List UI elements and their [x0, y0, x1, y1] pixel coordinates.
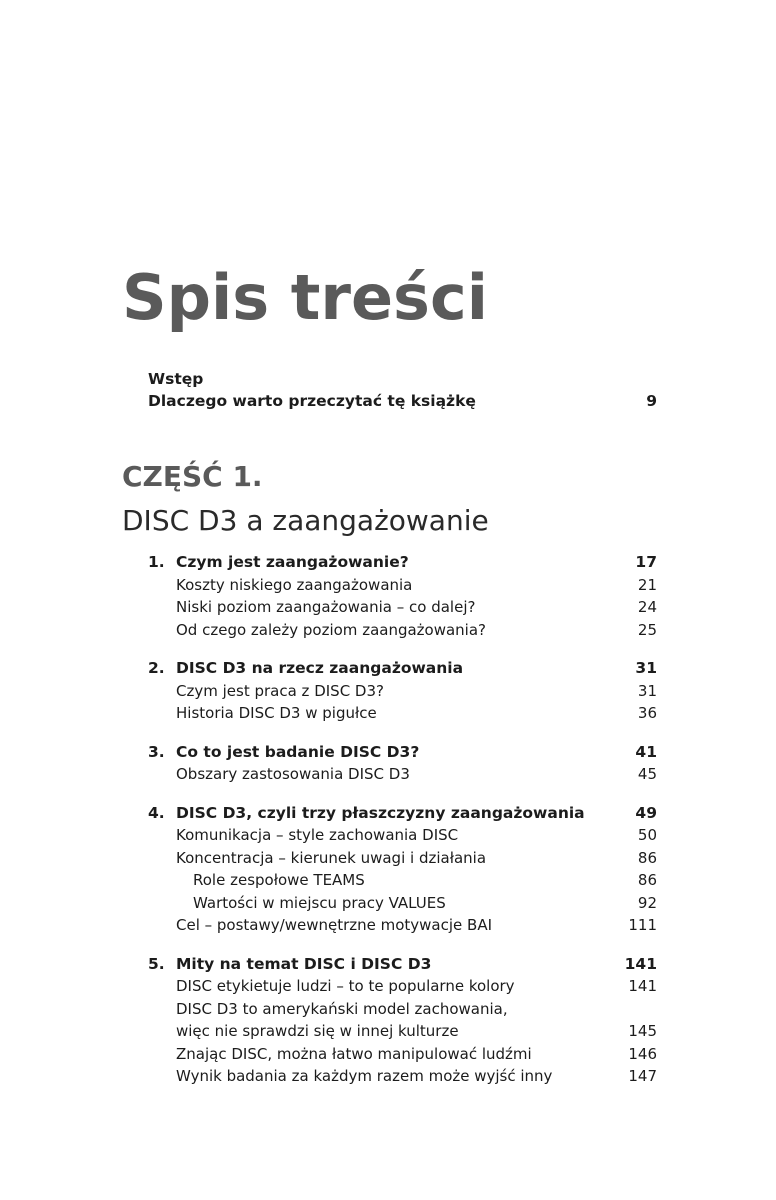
section-entry[interactable]: [148, 680, 657, 703]
chapter-title: Co to jest badanie DISC D3?: [176, 742, 420, 761]
chapter-2: [148, 657, 657, 725]
section-title: Komunikacja – style zachowania DISC: [176, 826, 459, 844]
chapter-1: [148, 551, 657, 641]
section-entry[interactable]: [148, 574, 657, 597]
section-page: 141: [628, 977, 657, 995]
chapter-number: 2.: [148, 659, 165, 677]
subsection-page: 86: [637, 871, 657, 889]
subsection-title: Wartości w miejscu pracy VALUES: [193, 893, 446, 912]
section-entry[interactable]: [148, 847, 657, 870]
subsection-title: Role zespołowe TEAMS: [193, 871, 365, 889]
section-page: 45: [637, 765, 657, 783]
chapter-number: 4.: [148, 803, 165, 822]
chapter-entry[interactable]: [148, 741, 657, 764]
section-title: Cel – postawy/wewnętrzne motywacje BAI: [176, 916, 493, 934]
part-number: CZĘŚĆ 1.: [122, 460, 263, 493]
chapter-5: [148, 953, 657, 1088]
section-entry[interactable]: [148, 824, 657, 847]
chapter-number: 5.: [148, 954, 165, 973]
section-page: 111: [628, 916, 657, 934]
chapter-title: DISC D3 na rzecz zaangażowania: [176, 659, 464, 677]
section-page: 31: [637, 681, 657, 700]
chapter-title: Czym jest zaangażowanie?: [176, 553, 409, 571]
chapter-4: [148, 802, 657, 937]
section-page: 25: [637, 620, 657, 639]
part-title: DISC D3 a zaangażowanie: [122, 504, 489, 537]
intro-title: Dlaczego warto przeczytać tę książkę: [148, 392, 476, 410]
chapter-page: 49: [635, 803, 657, 822]
table-of-contents: [148, 551, 657, 1104]
chapter-entry[interactable]: [148, 657, 657, 680]
chapter-title: DISC D3, czyli trzy płaszczyzny zaangażowania: [176, 803, 585, 822]
section-title: DISC etykietuje ludzi – to te popularne kolory: [176, 977, 515, 995]
section-page: 86: [637, 848, 657, 867]
section-entry[interactable]: [148, 596, 657, 619]
part-heading: [122, 456, 489, 544]
section-page: 145: [628, 1022, 657, 1040]
intro-entry[interactable]: [148, 390, 657, 412]
chapter-number: 1.: [148, 553, 165, 571]
section-page: 36: [637, 704, 657, 722]
chapter-page: 141: [624, 954, 657, 973]
section-entry[interactable]: [148, 914, 657, 937]
section-page: 146: [628, 1044, 657, 1063]
section-entry[interactable]: [148, 1065, 657, 1088]
intro-page: 9: [646, 392, 657, 410]
section-title: Niski poziom zaangażowania – co dalej?: [176, 598, 476, 616]
section-entry[interactable]: [148, 1043, 657, 1066]
section-entry[interactable]: [148, 1020, 657, 1043]
chapter-page: 31: [635, 659, 657, 677]
chapter-title: Mity na temat DISC i DISC D3: [176, 954, 432, 973]
section-entry[interactable]: [148, 619, 657, 642]
chapter-entry[interactable]: [148, 551, 657, 574]
chapter-3: [148, 741, 657, 786]
subsection-entry[interactable]: [148, 869, 657, 892]
section-page: 21: [637, 575, 657, 594]
section-entry[interactable]: [148, 702, 657, 725]
page-title: Spis treści: [122, 261, 488, 334]
section-page: 50: [637, 826, 657, 844]
intro-section: [148, 368, 657, 412]
section-title: DISC D3 to amerykański model zachowania,: [176, 999, 508, 1018]
section-title: więc nie sprawdzi się w innej kulturze: [176, 1022, 459, 1040]
intro-label: Wstęp: [148, 370, 204, 388]
subsection-page: 92: [637, 893, 657, 912]
section-title: Wynik badania za każdym razem może wyjść inny: [176, 1067, 553, 1085]
section-title: Historia DISC D3 w pigułce: [176, 704, 377, 722]
section-title: Koszty niskiego zaangażowania: [176, 575, 413, 594]
subsection-entry[interactable]: [148, 892, 657, 915]
intro-label-row: [148, 368, 657, 390]
section-title: Koncentracja – kierunek uwagi i działania: [176, 848, 487, 867]
section-title: Od czego zależy poziom zaangażowania?: [176, 620, 487, 639]
section-entry[interactable]: [148, 763, 657, 786]
section-page: 24: [637, 598, 657, 616]
section-page: 147: [628, 1067, 657, 1085]
chapter-entry[interactable]: [148, 953, 657, 976]
section-entry[interactable]: [148, 975, 657, 998]
chapter-page: 41: [635, 742, 657, 761]
chapter-number: 3.: [148, 742, 165, 761]
section-title: Obszary zastosowania DISC D3: [176, 765, 410, 783]
chapter-page: 17: [635, 553, 657, 571]
chapter-entry[interactable]: [148, 802, 657, 825]
section-title: Znając DISC, można łatwo manipulować ludźmi: [176, 1044, 532, 1063]
section-title: Czym jest praca z DISC D3?: [176, 681, 384, 700]
section-entry[interactable]: [148, 998, 657, 1021]
